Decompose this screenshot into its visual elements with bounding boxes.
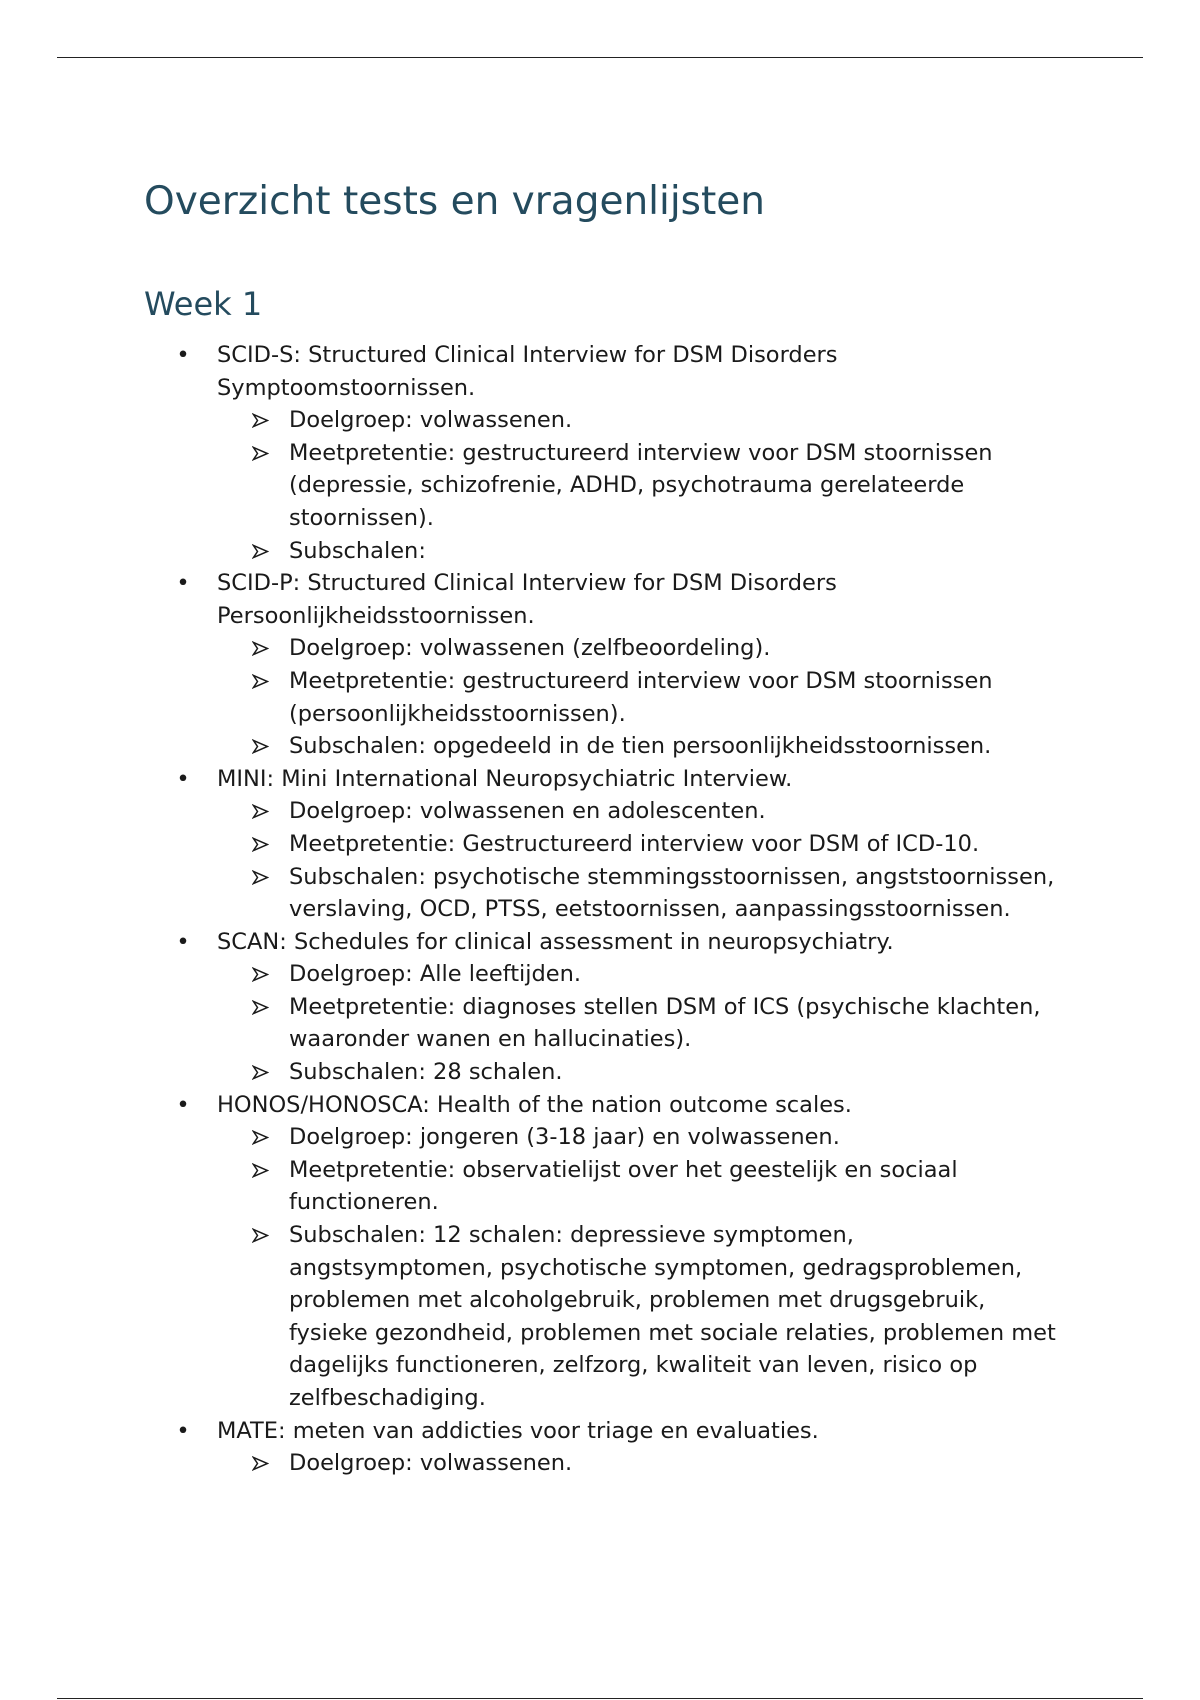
detail-list	[0, 795, 1200, 925]
arrowhead-icon	[252, 870, 269, 885]
arrowhead-icon	[252, 641, 269, 656]
list-item-text: MINI: Mini International Neuropsychiatric Interview.	[217, 765, 793, 792]
arrowhead-icon	[252, 544, 269, 559]
bullet-dot-icon: •	[176, 765, 190, 792]
detail-list	[0, 632, 1200, 762]
bullet-dot-icon: •	[176, 1417, 190, 1444]
list-item	[0, 339, 1200, 567]
detail-item	[0, 632, 1200, 665]
bullet-dot-icon: •	[176, 1091, 190, 1118]
arrowhead-icon	[252, 804, 269, 819]
list-item	[0, 567, 1200, 763]
detail-item-text: Subschalen: psychotische stemmingsstoornissen, angststoornissen, verslaving, OCD, PTSS, eetstoornissen, aanpassingsstoornissen.	[289, 863, 1055, 923]
detail-item-text: Meetpretentie: Gestructureerd interview voor DSM of ICD-10.	[289, 830, 980, 857]
bullet-dot-icon: •	[176, 928, 190, 955]
detail-item	[0, 1447, 1200, 1480]
detail-item	[0, 730, 1200, 763]
list-item-text: SCID-S: Structured Clinical Interview for DSM Disorders Symptoomstoornissen.	[217, 342, 838, 401]
detail-item-text: Meetpretentie: gestructureerd interview voor DSM stoornissen (depressie, schizofrenie, ADHD, psychotrauma gerelateerde stoornissen).	[289, 439, 993, 531]
arrowhead-icon	[252, 1228, 269, 1243]
detail-item-text: Subschalen: 28 schalen.	[289, 1059, 563, 1086]
detail-item	[0, 404, 1200, 437]
detail-item-text: Doelgroep: volwassenen en adolescenten.	[289, 798, 766, 825]
bullet-dot-icon: •	[176, 570, 190, 597]
detail-item-text: Meetpretentie: diagnoses stellen DSM of ICS (psychische klachten, waaronder wanen en hallucinaties).	[289, 993, 1041, 1053]
detail-item	[0, 535, 1200, 568]
list-item	[0, 1089, 1200, 1415]
detail-item-text: Doelgroep: jongeren (3-18 jaar) en volwassenen.	[289, 1124, 840, 1151]
arrowhead-icon	[252, 1163, 269, 1178]
page-title: Overzicht tests en vragenlijsten	[144, 179, 765, 224]
bottom-rule	[57, 1698, 1143, 1699]
detail-item-text: Meetpretentie: observatielijst over het geestelijk en sociaal functioneren.	[289, 1156, 958, 1216]
detail-item	[0, 437, 1200, 535]
arrowhead-icon	[252, 1000, 269, 1015]
section-heading-week-1: Week 1	[144, 285, 263, 323]
list-item-text: MATE: meten van addicties voor triage en evaluaties.	[217, 1417, 819, 1444]
arrowhead-icon	[252, 1130, 269, 1145]
detail-list	[0, 404, 1200, 567]
arrowhead-icon	[252, 446, 269, 461]
arrowhead-icon	[252, 837, 269, 852]
list-item-text: SCID-P: Structured Clinical Interview for DSM Disorders Persoonlijkheidsstoornissen.	[217, 570, 837, 629]
detail-item-text: Doelgroep: volwassenen.	[289, 1450, 573, 1477]
arrowhead-icon	[252, 739, 269, 754]
detail-item	[0, 828, 1200, 861]
detail-item-text: Subschalen: 12 schalen: depressieve symptomen, angstsymptomen, psychotische symptomen, gedragsproblemen, problemen met alcoholgebruik, problemen met drugsgebruik, fysieke gezondheid, problemen met sociale relaties, problemen met dagelijks functioneren, zelfzorg, kwaliteit van leven, risico op zelfbeschadiging.	[289, 1222, 1056, 1411]
list-item	[0, 763, 1200, 926]
detail-item	[0, 665, 1200, 730]
arrowhead-icon	[252, 1065, 269, 1080]
list-item	[0, 1415, 1200, 1480]
detail-item-text: Meetpretentie: gestructureerd interview voor DSM stoornissen (persoonlijkheidsstoornissen).	[289, 667, 993, 727]
detail-item	[0, 861, 1200, 926]
detail-list	[0, 1447, 1200, 1480]
list-item-text: SCAN: Schedules for clinical assessment in neuropsychiatry.	[217, 928, 894, 955]
detail-item-text: Doelgroep: volwassenen.	[289, 407, 573, 434]
detail-item	[0, 795, 1200, 828]
detail-item-text: Doelgroep: volwassenen (zelfbeoordeling).	[289, 635, 771, 662]
arrowhead-icon	[252, 967, 269, 982]
bullet-dot-icon: •	[176, 342, 190, 368]
list-item	[0, 926, 1200, 1089]
detail-item-text: Doelgroep: Alle leeftijden.	[289, 961, 582, 988]
arrowhead-icon	[252, 674, 269, 689]
detail-item-text: Subschalen:	[289, 537, 426, 564]
detail-item	[0, 1056, 1200, 1089]
list-item-text: HONOS/HONOSCA: Health of the nation outcome scales.	[217, 1091, 852, 1118]
detail-item	[0, 1121, 1200, 1154]
detail-item-text: Subschalen: opgedeeld in de tien persoonlijkheidsstoornissen.	[289, 733, 992, 760]
top-rule	[57, 57, 1143, 58]
arrowhead-icon	[252, 413, 269, 428]
detail-item	[0, 1219, 1200, 1415]
tests-list	[0, 339, 1200, 1480]
detail-item	[0, 1154, 1200, 1219]
detail-list	[0, 1121, 1200, 1414]
arrowhead-icon	[252, 1456, 269, 1471]
detail-item	[0, 958, 1200, 991]
detail-list	[0, 958, 1200, 1088]
detail-item	[0, 991, 1200, 1056]
